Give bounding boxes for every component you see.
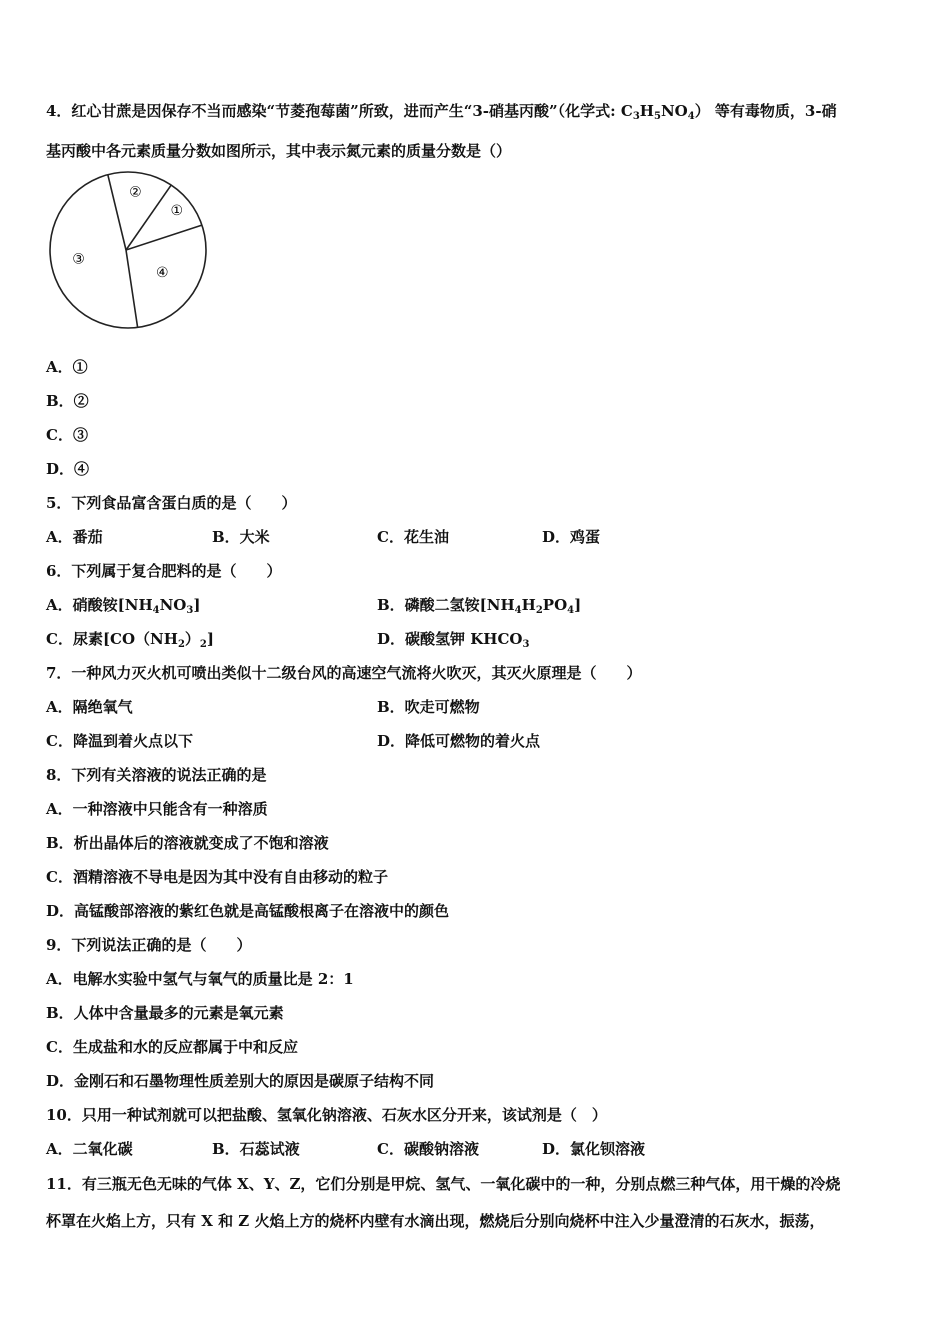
q6-option-d[interactable]: D．碳酸氢钾 $KHCO_3$: [377, 630, 530, 650]
q4-option-d[interactable]: D．④: [46, 460, 90, 478]
pie-chart: [44, 168, 214, 333]
q8-stem: 8．下列有关溶液的说法正确的是: [46, 766, 267, 784]
q10-option-b[interactable]: B．石蕊试液: [212, 1140, 300, 1158]
q4-stem-line2: 基丙酸中各元素质量分数如图所示，其中表示氮元素的质量分数是（）: [46, 142, 512, 160]
q7-option-a[interactable]: A．隔绝氧气: [46, 698, 133, 716]
q7-option-d[interactable]: D．降低可燃物的着火点: [377, 732, 541, 750]
pie-radius-4: [126, 250, 138, 327]
q10-option-d[interactable]: D．氯化钡溶液: [542, 1140, 646, 1158]
q10-stem: 10．只用一种试剂就可以把盐酸、氢氧化钠溶液、石灰水区分开来，该试剂是（ ）: [46, 1106, 607, 1124]
q11-stem-line2: 杯罩在火焰上方，只有 X 和 Z 火焰上方的烧杯内壁有水滴出现，燃烧后分别向烧杯中注入少量澄清的石灰水，振荡，: [46, 1212, 825, 1230]
q5-option-a[interactable]: A．番茄: [46, 528, 103, 546]
q6-stem: 6．下列属于复合肥料的是（ ）: [46, 562, 282, 580]
q8-option-d[interactable]: D．高锰酸部溶液的紫红色就是高锰酸根离子在溶液中的颜色: [46, 902, 450, 920]
pie-radius-3: [126, 225, 202, 250]
q5-option-d[interactable]: D．鸡蛋: [542, 528, 601, 546]
q5-stem: 5．下列食品富含蛋白质的是（ ）: [46, 494, 297, 512]
q4-option-b[interactable]: B．②: [46, 392, 89, 410]
q10-option-c[interactable]: C．碳酸钠溶液: [377, 1140, 479, 1158]
q6-option-c[interactable]: C．尿素$[CO(NH_2)_2]$: [46, 630, 214, 650]
q5-option-c[interactable]: C．花生油: [377, 528, 449, 546]
q4-option-a[interactable]: A．①: [46, 358, 88, 376]
q8-option-c[interactable]: C．酒精溶液不导电是因为其中没有自由移动的粒子: [46, 868, 388, 886]
q9-stem: 9．下列说法正确的是（ ）: [46, 936, 252, 954]
q8-option-b[interactable]: B．析出晶体后的溶液就变成了不饱和溶液: [46, 834, 329, 852]
pie-label-3: ③: [72, 251, 85, 268]
q6-option-b[interactable]: B．磷酸二氢铵$[NH_4H_2PO_4]$: [377, 596, 582, 616]
pie-label-1: ①: [170, 203, 184, 220]
q8-option-a[interactable]: A．一种溶液中只能含有一种溶质: [46, 800, 268, 818]
q6-option-a[interactable]: A．硝酸铵$[NH_4NO_3]$: [46, 596, 201, 616]
q9-option-c[interactable]: C．生成盐和水的反应都属于中和反应: [46, 1038, 298, 1056]
q9-option-d[interactable]: D．金刚石和石墨物理性质差别大的原因是碳原子结构不同: [46, 1072, 435, 1090]
q5-option-b[interactable]: B．大米: [212, 528, 270, 546]
q9-option-b[interactable]: B．人体中含量最多的元素是氧元素: [46, 1004, 284, 1022]
q7-option-b[interactable]: B．吹走可燃物: [377, 698, 480, 716]
q9-option-a[interactable]: A．电解水实验中氢气与氧气的质量比是 2：1: [46, 970, 354, 988]
q7-stem: 7．一种风力灭火机可喷出类似十二级台风的高速空气流将火吹灭，其灭火原理是（ ）: [46, 664, 642, 682]
q10-option-a[interactable]: A．二氧化碳: [46, 1140, 133, 1158]
q7-option-c[interactable]: C．降温到着火点以下: [46, 732, 193, 750]
pie-label-4: ④: [156, 264, 169, 281]
q4-option-c[interactable]: C．③: [46, 426, 88, 444]
q4-stem-line1: 4．红心甘蔗是因保存不当而感染“节菱孢莓菌”所致，进而产生“3-硝基丙酸”（化学式: $C_3H_5NO_4$） 等有毒物质，3-硝: [46, 102, 837, 122]
pie-label-2: ②: [129, 184, 142, 201]
pie-radius-1: [108, 175, 126, 250]
q11-stem-line1: 11．有三瓶无色无味的气体 X、Y、Z，它们分别是甲烷、氢气、一氧化碳中的一种，分别点燃三种气体，用干燥的冷烧: [46, 1175, 841, 1193]
